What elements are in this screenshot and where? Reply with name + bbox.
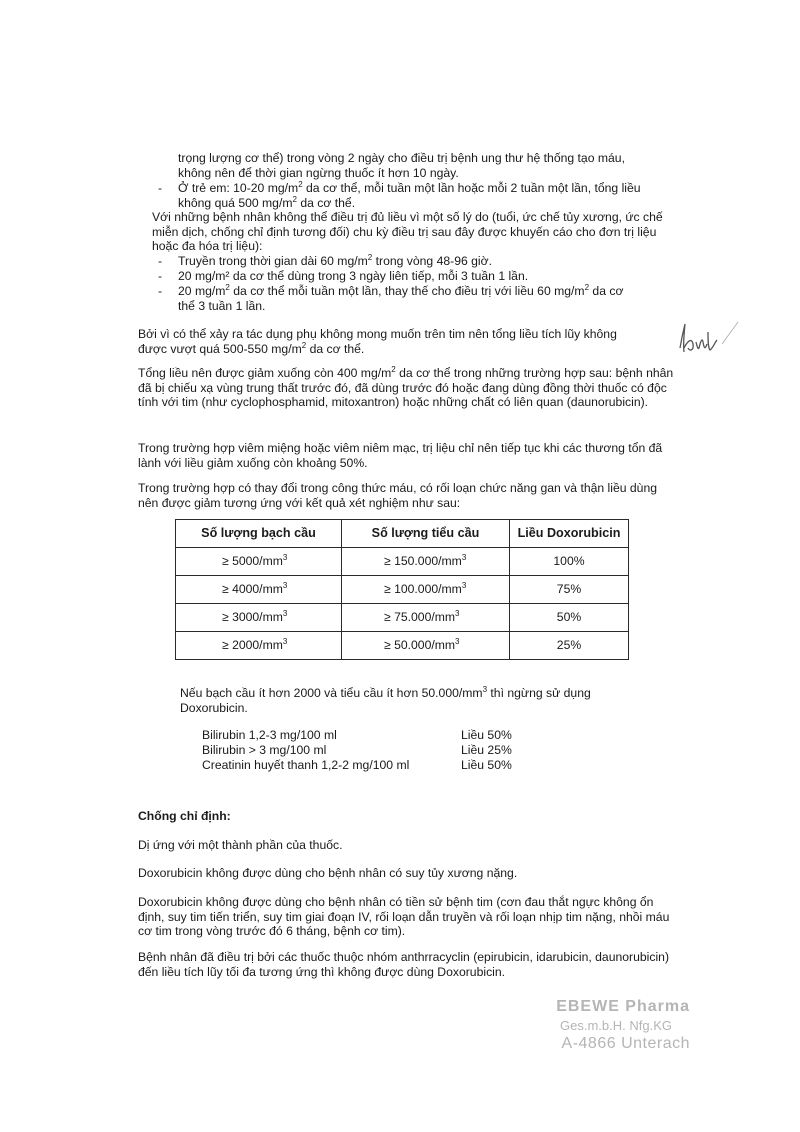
table-row: ≥ $4000/mm^3$ ≥ $100.000/mm^3$ 75% xyxy=(176,576,629,604)
list-item: Creatinin huyết thanh 1,2-2 mg/100 ml Liều 50% xyxy=(202,758,512,772)
blood-count-paragraph: Trong trường hợp có thay đổi trong công thức máu, có rối loạn chức năng gan và thận liều dùng nên được giảm tương ứng với kết quả xét nghiệm như sau: xyxy=(138,481,658,510)
children-dose-text: Ở trẻ em: 10-20 $mg/m^2$ da cơ thể, mỗi tuần một lần hoặc mỗi 2 tuần một lần, tổng liều không quá 500 $mg/m^2$ da cơ thể. xyxy=(178,179,641,210)
table-header-row xyxy=(176,520,629,548)
stomatitis-paragraph: Trong trường hợp viêm miệng hoặc viêm niêm mạc, trị liệu chỉ nên tiếp tục khi các thương tổn đã lành với liều giảm xuống còn khoảng 50%. xyxy=(138,441,663,470)
cumulative-dose-paragraph: Bởi vì có thể xảy ra tác dụng phụ không mong muốn trên tim nên tổng liều tích lũy không được vượt quá 500-550 $mg/m^2$ da cơ thể. xyxy=(138,327,617,356)
table-row: ≥ $3000/mm^3$ ≥ $75.000/mm^3$ 50% xyxy=(176,604,629,632)
reduced-dose-paragraph: Tổng liều nên được giảm xuống còn 400 $mg/m^2$ da cơ thể trong những trường hợp sau: bệnh nhân đã bị chiếu xạ vùng trung thất trước đó, đã dùng trước đó hoặc đang dùng đồng thời thuốc có độc tính với tim (như cyclophosphamid, mitoxantron) hoặc những chất có liên quan (daunorubicin). xyxy=(138,364,674,410)
bullet-dash: - xyxy=(158,181,163,195)
contraindication-2: Doxorubicin không được dùng cho bệnh nhân có suy tủy xương nặng. xyxy=(138,866,518,880)
header-wbc: Số lượng bạch cầu xyxy=(176,520,342,548)
company-stamp: EBEWE Pharma Ges.m.b.H. Nfg.KG A-4866 Unterach xyxy=(556,998,690,1052)
header-platelets: Số lượng tiểu cầu xyxy=(342,520,510,548)
document-page: trọng lượng cơ thể) trong vòng 2 ngày cho điều trị bệnh ung thư hệ thống tạo máu, không nên để thời gian ngừng thuốc ít hơn 10 ngày. - Ở trẻ em: 10-20 $mg/m^2$ da cơ thể, mỗi tuần một lần hoặc mỗi 2 tuần một lần, tổng liều không quá 500 $mg/m^2$ da cơ thể. Với những bệnh nhân không thể điều trị đủ liều vì một số lý do (tuổi, ức chế tủy xương, ức chế miễn dịch, chống chỉ định tương đối) chu kỳ điều trị sau đây được khuyến cáo cho đơn trị liệu hoặc đa hóa trị liệu): - Truyền trong thời gian dài 60 $mg/m^2$ trong vòng 48-96 giờ. - 20 mg/m² da cơ thể dùng trong 3 ngày liên tiếp, mỗi 3 tuần 1 lần. - 20 $mg/m^2$ da cơ thể mỗi tuần một lần, thay thế cho điều trị với liều 60 $mg/m^2$ da cơ thể 3 tuần 1 lần. Bởi vì có thể xảy ra tác dụng phụ không mong muốn trên tim nên tổng liều tích lũy không được vượt quá 500-550 $mg/m^2$ da cơ thể. Tổng liều nên được giảm xuống còn 400 $mg/m^2$ da cơ thể trong những trường hợp sau: bệnh nhân đã bị chiếu xạ vùng trung thất trước đó, đã dùng trước đó hoặc đang dùng đồng thời thuốc có độc tính với tim (như cyclophosphamid, mitoxantron) hoặc những chất có liên quan (daunorubicin). Trong trường hợp viêm miệng hoặc viêm niêm mạc, trị liệu chỉ nên tiếp tục khi các thương tổn đã lành với liều giảm xuống còn khoảng 50%. Trong trường hợp có thay đổi trong công thức máu, có rối loạn chức năng gan và thận liều dùng nên được giảm tương ứng với kết quả xét nghiệm như sau: Số lượng bạch cầu Số lượng tiểu cầu Liều Doxorubicin ≥ $5000/mm^3$ ≥ $150.000/mm^3$ 100% ≥ $4000/mm^3$ ≥ $100.000/mm^3$ 75% ≥ $3000/mm^3$ ≥ $75.000/mm^3$ 50% ≥ $2000/mm^3$ ≥ $50.000/mm^3$ 25% Nếu bạch cầu ít hơn 2000 và tiểu cầu ít hơn $50.000/mm^3$ thì ngừng sử dụng Doxorubicin. Bilirubin 1,2-3 mg/100 ml Liều 50% Bilirubin > 3 mg/100 ml Liều 25% Creatinin huyết thanh 1,2-2 mg/100 ml Liều 50% Chống chỉ định: Dị ứng với một thành phần của thuốc. Doxorubicin không được dùng cho bệnh nhân có suy tủy xương nặng. Doxorubicin không được dùng cho bệnh nhân có tiền sử bệnh tim (cơn đau thắt ngực không ổn định, suy tim tiến triển, suy tim giai đoạn IV, rối loạn dẫn truyền và rối loạn nhịp tim nặng, nhồi máu cơ tim trong vòng trước đó 6 tháng, bệnh cơ tim). Bệnh nhân đã điều trị bởi các thuốc thuộc nhóm anthrracyclin (epirubicin, idarubicin, daunorubicin) đến liều tích lũy tối đa tương ứng thì không được dùng Doxorubicin. EBEWE Pharma Ges.m.b.H. Nfg.KG A-4866 Unterach xyxy=(0,0,800,1132)
contraindication-4: Bệnh nhân đã điều trị bởi các thuốc thuộc nhóm anthrracyclin (epirubicin, idarubicin, daunorubicin) đến liều tích lũy tối đa tương ứng thì không được dùng Doxorubicin. xyxy=(138,950,670,979)
alt-regimen-paragraph: Với những bệnh nhân không thể điều trị đủ liều vì một số lý do (tuổi, ức chế tủy xương, ức chế miễn dịch, chống chỉ định tương đối) chu kỳ điều trị sau đây được khuyến cáo cho đơn trị liệu hoặc đa hóa trị liệu): xyxy=(152,210,663,254)
list-item: Bilirubin 1,2-3 mg/100 ml Liều 50% xyxy=(202,728,512,742)
contraindication-1: Dị ứng với một thành phần của thuốc. xyxy=(138,838,343,852)
contraindications-heading: Chống chỉ định: xyxy=(138,809,231,823)
table-row: ≥ $2000/mm^3$ ≥ $50.000/mm^3$ 25% xyxy=(176,632,629,660)
header-dose: Liều Doxorubicin xyxy=(510,520,629,548)
handwritten-initials-icon xyxy=(672,318,742,362)
intro-line-2: không nên để thời gian ngừng thuốc ít hơn 10 ngày. xyxy=(178,166,459,180)
list-item: Bilirubin > 3 mg/100 ml Liều 25% xyxy=(202,743,512,757)
table-row: ≥ $5000/mm^3$ ≥ $150.000/mm^3$ 100% xyxy=(176,548,629,576)
intro-line-1: trọng lượng cơ thể) trong vòng 2 ngày cho điều trị bệnh ung thư hệ thống tạo máu, xyxy=(178,151,625,165)
stop-condition-paragraph: Nếu bạch cầu ít hơn 2000 và tiểu cầu ít hơn $50.000/mm^3$ thì ngừng sử dụng Doxorubicin. xyxy=(180,684,591,715)
contraindication-3: Doxorubicin không được dùng cho bệnh nhân có tiền sử bệnh tim (cơn đau thắt ngực không ổn định, suy tim tiến triển, suy tim giai đoạn IV, rối loạn dẫn truyền và rối loạn nhịp tim nặng, nhồi máu cơ tim trong vòng trước đó 6 tháng, bệnh cơ tim). xyxy=(138,895,670,939)
dose-adjustment-table xyxy=(175,519,629,660)
